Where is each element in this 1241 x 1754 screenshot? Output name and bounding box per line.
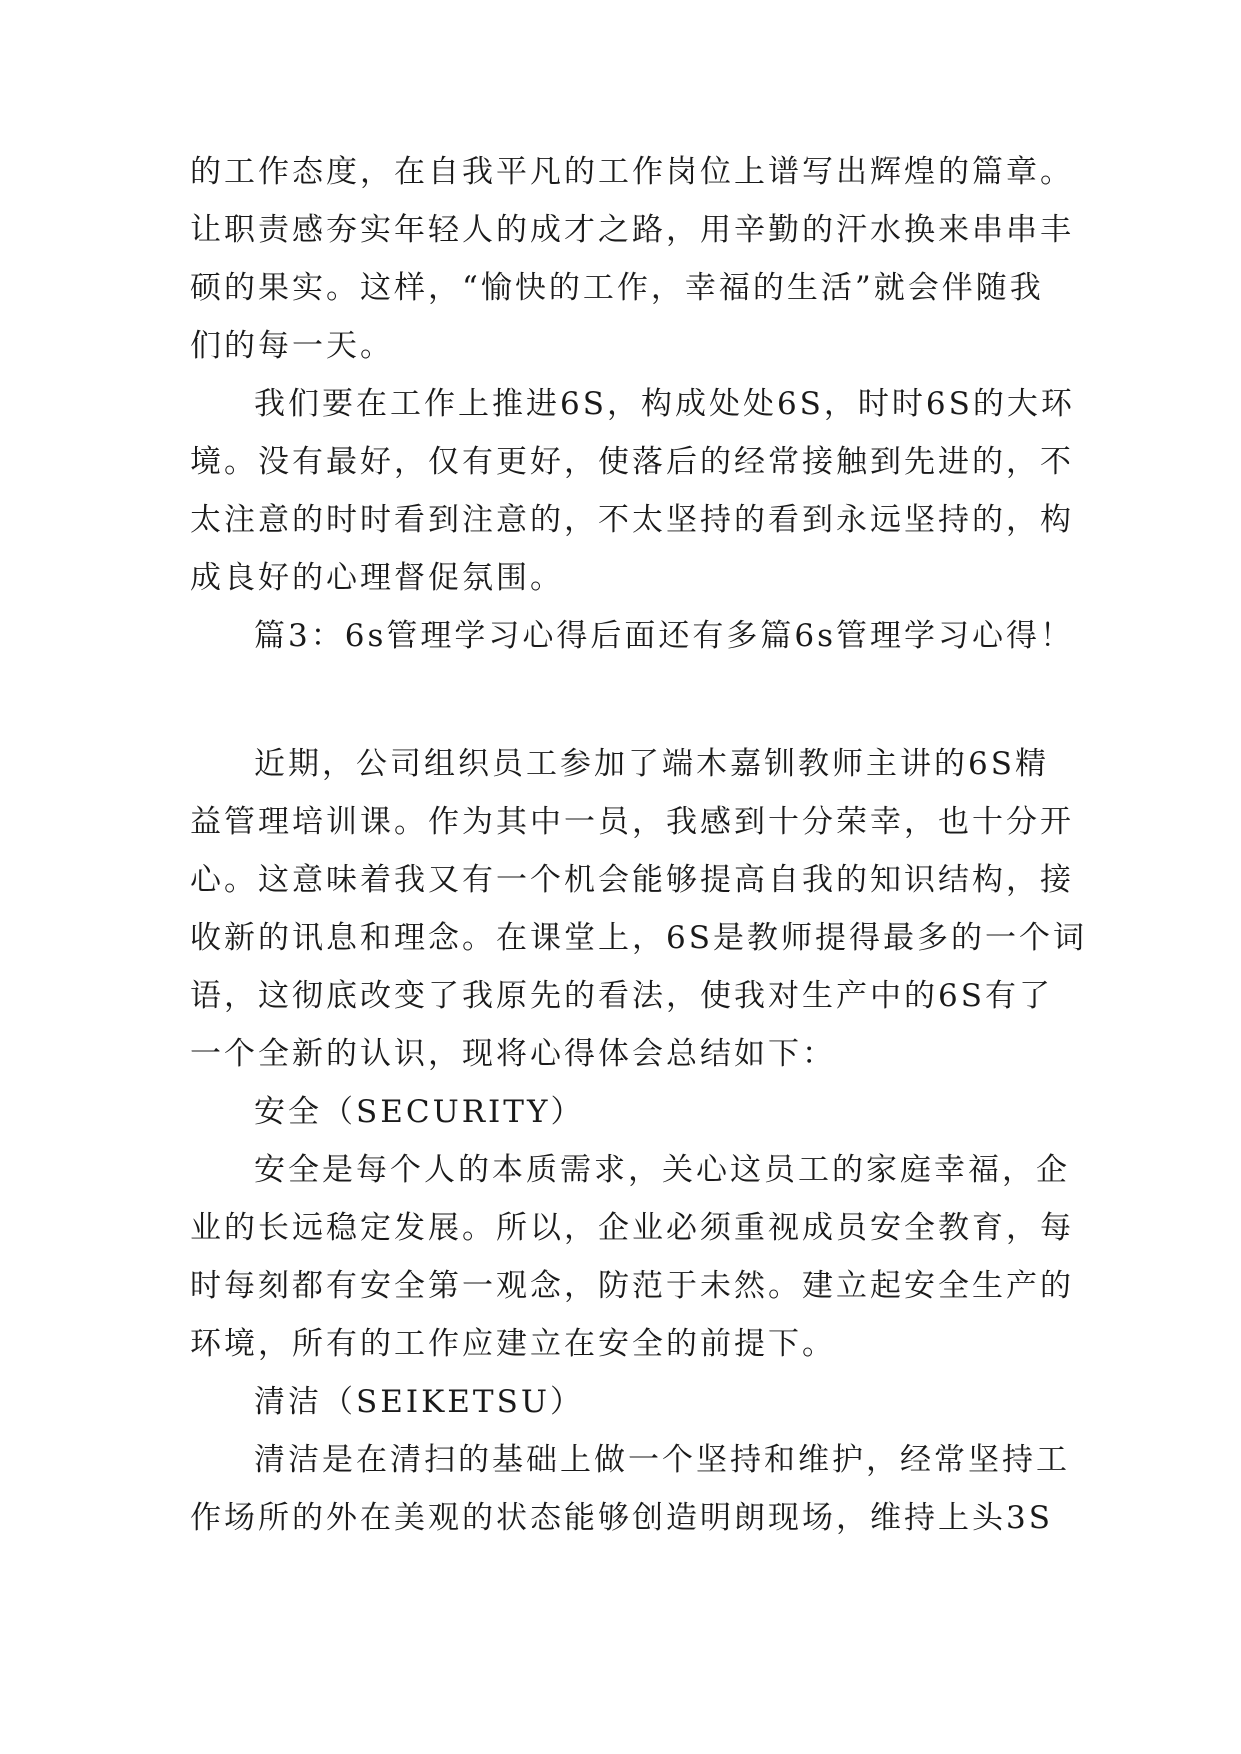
paragraph-line: 清洁是在清扫的基础上做一个坚持和维护，经常坚持工 — [254, 1442, 1070, 1478]
subheading-security: 安全（SECURITY） — [254, 1094, 585, 1130]
paragraph-line: 近期，公司组织员工参加了端木嘉钏教师主讲的6S精 — [254, 746, 1049, 782]
paragraph-line: 的工作态度，在自我平凡的工作岗位上谱写出辉煌的篇章。 — [190, 154, 1074, 190]
paragraph-line: 让职责感夯实年轻人的成才之路，用辛勤的汗水换来串串丰 — [190, 212, 1074, 248]
paragraph-line: 心。这意味着我又有一个机会能够提高自我的知识结构，接 — [190, 862, 1074, 898]
paragraph-line: 业的长远稳定发展。所以，企业必须重视成员安全教育，每 — [190, 1210, 1074, 1246]
paragraph-line: 时每刻都有安全第一观念，防范于未然。建立起安全生产的 — [190, 1268, 1074, 1304]
paragraph-line: 益管理培训课。作为其中一员，我感到十分荣幸，也十分开 — [190, 804, 1074, 840]
paragraph-line: 收新的讯息和理念。在课堂上，6S是教师提得最多的一个词 — [190, 920, 1087, 956]
subheading-seiketsu: 清洁（SEIKETSU） — [254, 1384, 584, 1420]
paragraph-line: 太注意的时时看到注意的，不太坚持的看到永远坚持的，构 — [190, 502, 1074, 538]
section-heading: 篇3：6s管理学习心得后面还有多篇6s管理学习心得！ — [254, 618, 1074, 654]
paragraph-line: 一个全新的认识，现将心得体会总结如下： — [190, 1036, 836, 1072]
paragraph-line: 成良好的心理督促氛围。 — [190, 560, 564, 596]
paragraph-line: 硕的果实。这样，“愉快的工作，幸福的生活”就会伴随我 — [190, 270, 1044, 306]
paragraph-line: 环境，所有的工作应建立在安全的前提下。 — [190, 1326, 836, 1362]
paragraph-line: 们的每一天。 — [190, 328, 394, 364]
paragraph-line: 作场所的外在美观的状态能够创造明朗现场，维持上头3S — [190, 1500, 1053, 1536]
paragraph-line: 语，这彻底改变了我原先的看法，使我对生产中的6S有了 — [190, 978, 1053, 1014]
paragraph-line: 我们要在工作上推进6S，构成处处6S，时时6S的大环 — [254, 386, 1075, 422]
paragraph-line: 安全是每个人的本质需求，关心这员工的家庭幸福，企 — [254, 1152, 1070, 1188]
paragraph-line: 境。没有最好，仅有更好，使落后的经常接触到先进的，不 — [190, 444, 1074, 480]
